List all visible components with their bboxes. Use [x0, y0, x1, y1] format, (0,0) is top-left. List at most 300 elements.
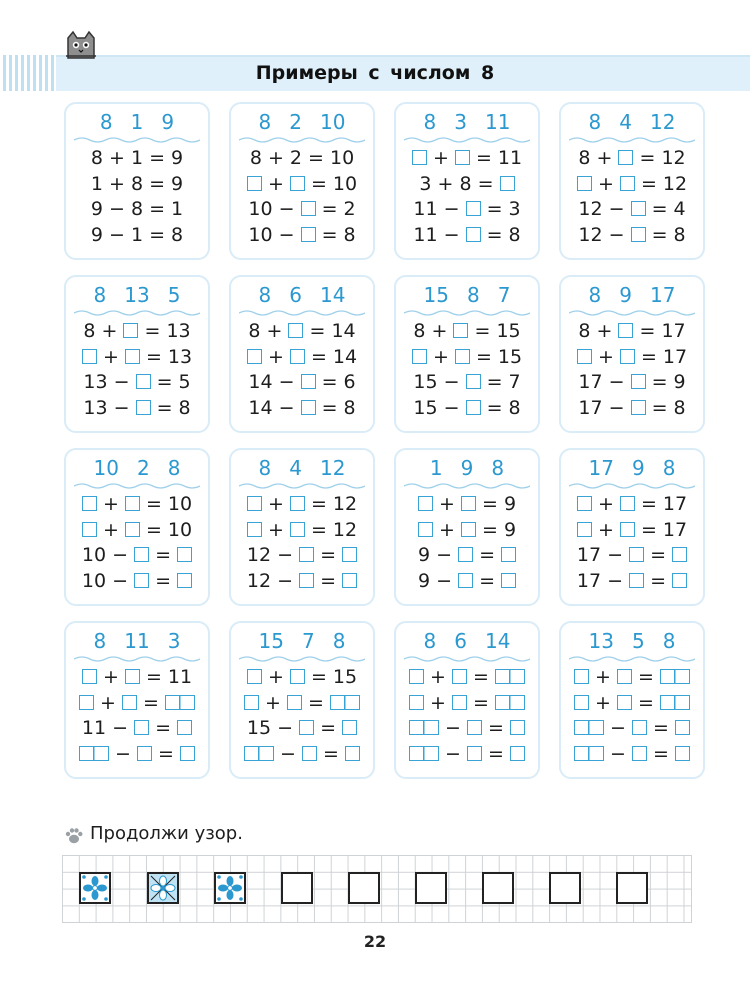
- equation-text: = 11: [139, 666, 193, 688]
- equation-text: = 12: [633, 147, 686, 169]
- example-card: [229, 448, 375, 606]
- equation: [396, 742, 538, 768]
- example-card: [229, 621, 375, 779]
- answer-box[interactable]: [247, 669, 262, 684]
- answer-box[interactable]: [620, 522, 635, 537]
- example-card: [229, 102, 375, 260]
- equation-text: −: [274, 742, 302, 765]
- answer-box[interactable]: [301, 400, 316, 415]
- card-number: 17: [588, 456, 614, 480]
- equation: [66, 742, 208, 768]
- answer-box[interactable]: [675, 720, 690, 735]
- answer-box[interactable]: [125, 349, 140, 364]
- equation-text: 17 −: [578, 371, 631, 393]
- equation-text: 17 −: [578, 396, 631, 419]
- answer-box[interactable]: [631, 201, 646, 216]
- answer-box[interactable]: [301, 201, 316, 216]
- answer-box[interactable]: [632, 720, 647, 735]
- answer-box[interactable]: [672, 573, 687, 588]
- equation: [66, 370, 208, 396]
- equation-text: = 8: [315, 223, 356, 246]
- answer-box[interactable]: [466, 400, 481, 415]
- card-number: 6: [289, 283, 302, 307]
- equation: [396, 492, 538, 518]
- answer-box-double[interactable]: [574, 720, 604, 735]
- equation-text: = 8: [480, 223, 521, 246]
- equation-text: = 2: [315, 198, 356, 220]
- card-number: 12: [320, 456, 346, 480]
- card-number: 8: [466, 283, 480, 307]
- equation-text: +: [96, 518, 125, 541]
- answer-box[interactable]: [461, 496, 476, 511]
- equation: [231, 518, 373, 544]
- answer-box[interactable]: [632, 746, 647, 761]
- wave-divider: [239, 655, 365, 663]
- card-number: 13: [124, 283, 150, 307]
- equation-list: [561, 665, 703, 767]
- card-number: 2: [136, 456, 150, 480]
- answer-box[interactable]: [134, 720, 149, 735]
- equation-text: +: [589, 691, 617, 714]
- answer-box[interactable]: [180, 746, 195, 761]
- answer-box[interactable]: [510, 720, 525, 735]
- equation-text: 1 + 8 = 9: [90, 172, 184, 195]
- equation-list: [561, 319, 703, 421]
- answer-box[interactable]: [631, 227, 646, 242]
- equation: [396, 172, 538, 198]
- equation: [66, 319, 208, 345]
- equation-text: =: [473, 544, 502, 566]
- answer-box[interactable]: [301, 227, 316, 242]
- answer-box[interactable]: [247, 496, 262, 511]
- equation: [66, 569, 208, 595]
- equation-text: =: [137, 691, 165, 714]
- equation: [561, 146, 703, 172]
- answer-box[interactable]: [631, 374, 646, 389]
- answer-box-double[interactable]: [495, 669, 525, 684]
- card-number: 6: [454, 629, 467, 653]
- pattern-tile-flower-icon: [214, 872, 246, 904]
- answer-box[interactable]: [177, 573, 192, 588]
- answer-box[interactable]: [500, 176, 515, 191]
- answer-box[interactable]: [618, 323, 633, 338]
- empty-pattern-tile[interactable]: [281, 872, 313, 904]
- equation-list: [561, 492, 703, 594]
- equation-text: = 17: [633, 320, 686, 342]
- answer-box[interactable]: [577, 349, 592, 364]
- answer-box[interactable]: [412, 150, 427, 165]
- answer-box[interactable]: [125, 522, 140, 537]
- equation-text: =: [467, 691, 495, 714]
- equation: [561, 345, 703, 371]
- answer-box[interactable]: [290, 669, 305, 684]
- answer-box[interactable]: [345, 746, 360, 761]
- answer-box-double[interactable]: [165, 695, 195, 710]
- equation-text: +: [96, 345, 125, 368]
- answer-box-double[interactable]: [574, 746, 604, 761]
- equation: [396, 345, 538, 371]
- answer-box[interactable]: [79, 695, 94, 710]
- equation-text: = 14: [303, 320, 356, 342]
- answer-box[interactable]: [466, 374, 481, 389]
- equation-text: 10 −: [81, 544, 135, 566]
- answer-box[interactable]: [510, 746, 525, 761]
- equation: [561, 223, 703, 249]
- equation-list: [396, 146, 538, 248]
- equation-text: 12 −: [578, 198, 631, 220]
- wave-divider: [404, 482, 530, 490]
- card-number: 11: [124, 629, 150, 653]
- equation-text: 8 +: [578, 320, 619, 342]
- answer-box[interactable]: [629, 547, 644, 562]
- wave-divider: [569, 655, 695, 663]
- equation: [66, 223, 208, 249]
- answer-box[interactable]: [342, 720, 357, 735]
- equation-text: = 9: [475, 518, 517, 541]
- card-numbers: [396, 108, 538, 136]
- equation-text: 15 −: [246, 717, 300, 739]
- answer-box[interactable]: [301, 374, 316, 389]
- answer-box[interactable]: [136, 400, 151, 415]
- equation-text: 11 −: [413, 198, 466, 220]
- card-numbers: [561, 454, 703, 482]
- answer-box[interactable]: [247, 349, 262, 364]
- answer-box[interactable]: [455, 349, 470, 364]
- answer-box-double[interactable]: [244, 746, 274, 761]
- answer-box[interactable]: [288, 323, 303, 338]
- answer-box[interactable]: [577, 176, 592, 191]
- answer-box[interactable]: [82, 496, 97, 511]
- paw-icon: [64, 826, 84, 846]
- wave-divider: [569, 309, 695, 317]
- answer-box[interactable]: [82, 349, 97, 364]
- answer-box[interactable]: [452, 695, 467, 710]
- equation-text: =: [482, 742, 510, 765]
- card-number: 8: [423, 629, 437, 653]
- equation: [231, 370, 373, 396]
- answer-box[interactable]: [418, 522, 433, 537]
- equation-text: = 8: [480, 396, 521, 419]
- equation-text: = 12: [304, 518, 358, 541]
- example-card: [559, 621, 705, 779]
- answer-box[interactable]: [577, 522, 592, 537]
- equation-list: [396, 665, 538, 767]
- page-number: 22: [363, 932, 387, 951]
- card-number: 2: [289, 110, 302, 134]
- equation-text: 11 −: [413, 223, 466, 246]
- equation: [66, 518, 208, 544]
- wave-divider: [74, 136, 200, 144]
- equation-text: =: [149, 717, 178, 739]
- answer-box[interactable]: [412, 349, 427, 364]
- equation-text: +: [424, 691, 452, 714]
- answer-box[interactable]: [458, 547, 473, 562]
- equation-text: = 8: [315, 396, 356, 419]
- answer-box[interactable]: [458, 573, 473, 588]
- equation-text: 11 −: [81, 717, 135, 739]
- card-number: 15: [258, 629, 284, 653]
- answer-box[interactable]: [137, 746, 152, 761]
- empty-pattern-tile[interactable]: [348, 872, 380, 904]
- equation-list: [66, 146, 208, 248]
- answer-box[interactable]: [134, 573, 149, 588]
- card-numbers: [231, 281, 373, 309]
- answer-box[interactable]: [574, 669, 589, 684]
- equation: [561, 518, 703, 544]
- answer-box[interactable]: [672, 547, 687, 562]
- answer-box[interactable]: [125, 669, 140, 684]
- answer-box-double[interactable]: [79, 746, 109, 761]
- answer-box[interactable]: [123, 323, 138, 338]
- card-numbers: [66, 108, 208, 136]
- equation: [561, 742, 703, 768]
- equation-text: =: [302, 691, 330, 714]
- equation-text: =: [314, 544, 343, 566]
- equation-text: 17 −: [576, 544, 630, 566]
- equation: [231, 345, 373, 371]
- card-number: 8: [332, 629, 346, 653]
- wave-divider: [74, 309, 200, 317]
- card-number: 9: [619, 283, 632, 307]
- example-card: [229, 275, 375, 433]
- equation-text: 15 −: [413, 396, 466, 419]
- answer-box[interactable]: [177, 720, 192, 735]
- answer-box[interactable]: [299, 547, 314, 562]
- wave-divider: [404, 655, 530, 663]
- answer-box[interactable]: [302, 746, 317, 761]
- card-numbers: [66, 454, 208, 482]
- equation-text: 12 −: [578, 223, 631, 246]
- answer-box-double[interactable]: [409, 746, 439, 761]
- answer-box[interactable]: [620, 349, 635, 364]
- answer-box[interactable]: [342, 547, 357, 562]
- example-card: [394, 621, 540, 779]
- equation-list: [396, 319, 538, 421]
- equation: [231, 742, 373, 768]
- equation-text: 13 −: [83, 396, 136, 419]
- equation-text: 10 −: [81, 569, 135, 592]
- answer-box-double[interactable]: [495, 695, 525, 710]
- equation-text: −: [604, 742, 632, 765]
- answer-box-double[interactable]: [660, 695, 690, 710]
- answer-box[interactable]: [290, 176, 305, 191]
- answer-box[interactable]: [299, 720, 314, 735]
- equation-text: 9 −: [417, 569, 459, 592]
- equation-text: = 6: [315, 371, 356, 393]
- equation-text: 8 + 1 = 9: [90, 147, 184, 169]
- equation: [66, 146, 208, 172]
- card-numbers: [561, 627, 703, 655]
- equation: [396, 665, 538, 691]
- instruction-text: Продолжи узор.: [90, 823, 243, 844]
- answer-box[interactable]: [409, 695, 424, 710]
- equation: [561, 665, 703, 691]
- equation-text: +: [261, 345, 290, 368]
- equation-text: =: [647, 717, 675, 739]
- equation: [66, 691, 208, 717]
- answer-box[interactable]: [618, 150, 633, 165]
- equation-text: −: [604, 717, 632, 739]
- answer-box[interactable]: [466, 201, 481, 216]
- answer-box[interactable]: [290, 349, 305, 364]
- equation-text: = 13: [138, 320, 191, 342]
- equation-text: = 15: [304, 666, 358, 688]
- empty-pattern-tile[interactable]: [482, 872, 514, 904]
- equation-text: = 13: [139, 345, 193, 368]
- equation-text: +: [261, 172, 290, 195]
- equation-text: 10 −: [248, 198, 301, 220]
- card-number: 8: [99, 110, 113, 134]
- equation: [396, 146, 538, 172]
- equation: [231, 543, 373, 569]
- equation: [66, 396, 208, 422]
- card-number: 10: [93, 456, 119, 480]
- equation-text: = 7: [480, 371, 521, 393]
- answer-box[interactable]: [290, 496, 305, 511]
- answer-box[interactable]: [82, 522, 97, 537]
- answer-box[interactable]: [461, 522, 476, 537]
- answer-box[interactable]: [620, 176, 635, 191]
- answer-box[interactable]: [620, 496, 635, 511]
- equation-text: =: [647, 742, 675, 765]
- answer-box[interactable]: [501, 573, 516, 588]
- answer-box[interactable]: [467, 746, 482, 761]
- equation-text: +: [432, 493, 461, 515]
- answer-box[interactable]: [467, 720, 482, 735]
- answer-box[interactable]: [299, 573, 314, 588]
- equation: [396, 691, 538, 717]
- answer-box[interactable]: [125, 496, 140, 511]
- equation: [66, 492, 208, 518]
- equation-list: [66, 665, 208, 767]
- equation-text: 10 −: [248, 223, 301, 246]
- equation-text: 8 +: [578, 147, 619, 169]
- equation-text: =: [314, 717, 343, 739]
- equation-text: = 14: [304, 345, 358, 368]
- answer-box[interactable]: [453, 323, 468, 338]
- equation: [231, 716, 373, 742]
- card-number: 3: [167, 629, 181, 653]
- card-number: 8: [423, 110, 437, 134]
- equation-text: 8 +: [413, 320, 454, 342]
- equation-text: = 10: [139, 518, 193, 541]
- answer-box[interactable]: [409, 669, 424, 684]
- equation-text: +: [591, 345, 620, 368]
- answer-box[interactable]: [501, 547, 516, 562]
- equation-text: +: [261, 666, 290, 688]
- equation: [561, 691, 703, 717]
- equation-text: +: [96, 666, 125, 688]
- card-number: 17: [650, 283, 676, 307]
- wave-divider: [74, 655, 200, 663]
- equation-text: +: [591, 518, 620, 541]
- example-card: [64, 102, 210, 260]
- answer-box[interactable]: [455, 150, 470, 165]
- card-numbers: [561, 281, 703, 309]
- equation-text: +: [259, 691, 287, 714]
- empty-pattern-tile[interactable]: [415, 872, 447, 904]
- answer-box[interactable]: [675, 746, 690, 761]
- answer-box[interactable]: [617, 669, 632, 684]
- equation-text: 14 −: [248, 396, 301, 419]
- equation-list: [231, 146, 373, 248]
- equation: [66, 716, 208, 742]
- answer-box-double[interactable]: [330, 695, 360, 710]
- answer-box[interactable]: [617, 695, 632, 710]
- answer-box[interactable]: [134, 547, 149, 562]
- equation-text: 9 − 8 = 1: [90, 198, 184, 220]
- card-number: 11: [485, 110, 511, 134]
- answer-box-double[interactable]: [660, 669, 690, 684]
- equation-text: +: [261, 518, 290, 541]
- equation-text: =: [149, 544, 178, 566]
- card-number: 1: [429, 456, 443, 480]
- answer-box[interactable]: [418, 496, 433, 511]
- card-number: 4: [619, 110, 632, 134]
- equation: [561, 716, 703, 742]
- answer-box[interactable]: [177, 547, 192, 562]
- equation: [396, 543, 538, 569]
- answer-box[interactable]: [82, 669, 97, 684]
- answer-box[interactable]: [466, 227, 481, 242]
- answer-box[interactable]: [290, 522, 305, 537]
- card-numbers: [396, 281, 538, 309]
- empty-pattern-tile[interactable]: [549, 872, 581, 904]
- answer-box[interactable]: [247, 176, 262, 191]
- equation-text: = 12: [304, 493, 358, 515]
- example-card: [394, 102, 540, 260]
- answer-box[interactable]: [629, 573, 644, 588]
- card-numbers: [396, 627, 538, 655]
- answer-box[interactable]: [287, 695, 302, 710]
- equation-text: +: [426, 147, 455, 169]
- equation: [231, 691, 373, 717]
- card-number: 8: [258, 283, 272, 307]
- equation-list: [66, 492, 208, 594]
- answer-box-double[interactable]: [409, 720, 439, 735]
- answer-box[interactable]: [452, 669, 467, 684]
- card-numbers: [561, 108, 703, 136]
- answer-box[interactable]: [342, 573, 357, 588]
- answer-box[interactable]: [122, 695, 137, 710]
- answer-box[interactable]: [244, 695, 259, 710]
- equation-text: = 17: [634, 493, 688, 515]
- equation-text: 12 −: [246, 569, 300, 592]
- equation-text: =: [644, 569, 673, 592]
- card-numbers: [231, 454, 373, 482]
- equation: [231, 665, 373, 691]
- card-number: 14: [320, 283, 346, 307]
- equation-text: +: [96, 493, 125, 515]
- wave-divider: [74, 482, 200, 490]
- equation-text: +: [589, 666, 617, 688]
- page-title: Примеры с числом 8: [255, 62, 495, 84]
- answer-box[interactable]: [247, 522, 262, 537]
- answer-box[interactable]: [574, 695, 589, 710]
- equation: [396, 569, 538, 595]
- card-number: 3: [454, 110, 467, 134]
- equation: [561, 543, 703, 569]
- card-number: 8: [588, 110, 602, 134]
- empty-pattern-tile[interactable]: [616, 872, 648, 904]
- answer-box[interactable]: [631, 400, 646, 415]
- wave-divider: [239, 309, 365, 317]
- answer-box[interactable]: [577, 496, 592, 511]
- card-numbers: [66, 627, 208, 655]
- wave-divider: [569, 136, 695, 144]
- answer-box[interactable]: [136, 374, 151, 389]
- equation-text: 17 −: [576, 569, 630, 592]
